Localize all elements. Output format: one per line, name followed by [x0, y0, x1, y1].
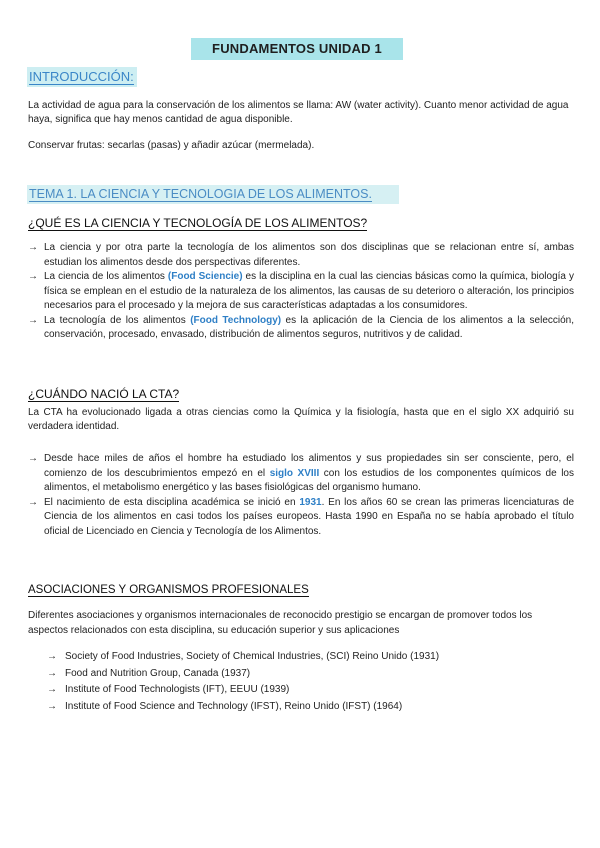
- arrow-icon: →: [47, 667, 57, 679]
- cta-paragraph: La CTA ha evolucionado ligada a otras ciencias como la Química y la fisiología, hasta que en el siglo XX adquirió su verdadera identidad.: [28, 407, 574, 432]
- intro-paragraph-2: Conservar frutas: secarlas (pasas) y añadir azúcar (mermelada).: [28, 140, 315, 151]
- list-item: → Institute of Food Science and Technology (IFST), Reino Unido (IFST) (1964): [47, 700, 567, 715]
- arrow-icon: →: [47, 684, 57, 695]
- page-title: FUNDAMENTOS UNIDAD 1: [191, 38, 403, 60]
- associations-list: [47, 650, 567, 716]
- list-item: → La ciencia y por otra parte la tecnología de los alimentos son dos disciplinas que se relacionan entre sí, ambas estudian los alimentos desde dos perspectivas diferentes.: [28, 242, 574, 268]
- associations-paragraph: Diferentes asociaciones y organismos internacionales de reconocido prestigio se encargan de promover todos los aspectos relacionados con esta disciplina, su educación superior y sus aplicaciones: [28, 610, 533, 636]
- question-heading-1: ¿QUÉ ES LA CIENCIA Y TECNOLOGÍA DE LOS ALIMENTOS?: [28, 216, 368, 230]
- intro-paragraph-1: La actividad de agua para la conservación de los alimentos se llama: AW (water activity). Cuanto menor actividad de agua haya, significa que hay menos cantidad de agua disponible.: [28, 100, 569, 125]
- list-item: → Institute of Food Technologists (IFT), EEUU (1939): [47, 683, 567, 698]
- list-item: → Society of Food Industries, Society of Chemical Industries, (SCI) Reino Unido (1931): [47, 650, 567, 665]
- definition-list: [28, 241, 574, 343]
- arrow-icon: →: [28, 496, 38, 508]
- highlight-food-science: (Food Sciencie): [167, 271, 243, 282]
- tema-heading: TEMA 1. LA CIENCIA Y TECNOLOGIA DE LOS ALIMENTOS.: [27, 185, 399, 204]
- associations-heading: ASOCIACIONES Y ORGANISMOS PROFESIONALES: [28, 584, 309, 596]
- list-item: → Food and Nutrition Group, Canada (1937): [47, 667, 567, 682]
- arrow-icon: →: [47, 700, 57, 712]
- list-item: → La ciencia de los alimentos (Food Sciencie) es la disciplina en la cual las ciencias básicas como la química, biología y física se emplean en el estudio de la naturaleza de los alimentos, las causas de su deterioro o alteración, los principios necesarios para el procesado y la mejora de sus características adaptadas a los consumidores.: [28, 271, 574, 311]
- arrow-icon: →: [28, 242, 38, 253]
- question-heading-2: ¿CUÁNDO NACIÓ LA CTA?: [28, 387, 180, 401]
- highlight-year: 1931: [299, 496, 322, 508]
- arrow-icon: →: [28, 314, 38, 326]
- list-item: → El nacimiento de esta disciplina académica se inició en 1931. En los años 60 se crean las primeras licenciaturas de Ciencia de los alimentos en casi todos los países europeos. Hasta 1990 en España no se había aprobado el título oficial de Licenciado en Ciencia y Tecnología de los Alimentos.: [28, 496, 575, 537]
- history-list: [28, 452, 574, 539]
- list-item: → La tecnología de los alimentos (Food Technology) es la aplicación de la Ciencia de los alimentos a la selección, conservación, procesado, envasado, distribución de alimentos seguros, nutritivos y de calidad.: [28, 314, 574, 340]
- arrow-icon: →: [47, 651, 57, 662]
- highlight-food-technology: (Food Technology): [190, 314, 282, 326]
- arrow-icon: →: [28, 453, 38, 464]
- intro-heading: INTRODUCCIÓN:: [27, 67, 137, 87]
- list-item: → Desde hace miles de años el hombre ha estudiado los alimentos y sus propiedades sin ser consciente, pero, el comienzo de los descubrimientos empezó en el siglo XVIII con los estudios de los componentes químicos de los alimentos, el metabolismo energético y las bases fisiológicas del organismo humano.: [28, 453, 574, 493]
- arrow-icon: →: [28, 271, 38, 282]
- highlight-siglo: siglo XVIII: [269, 467, 320, 479]
